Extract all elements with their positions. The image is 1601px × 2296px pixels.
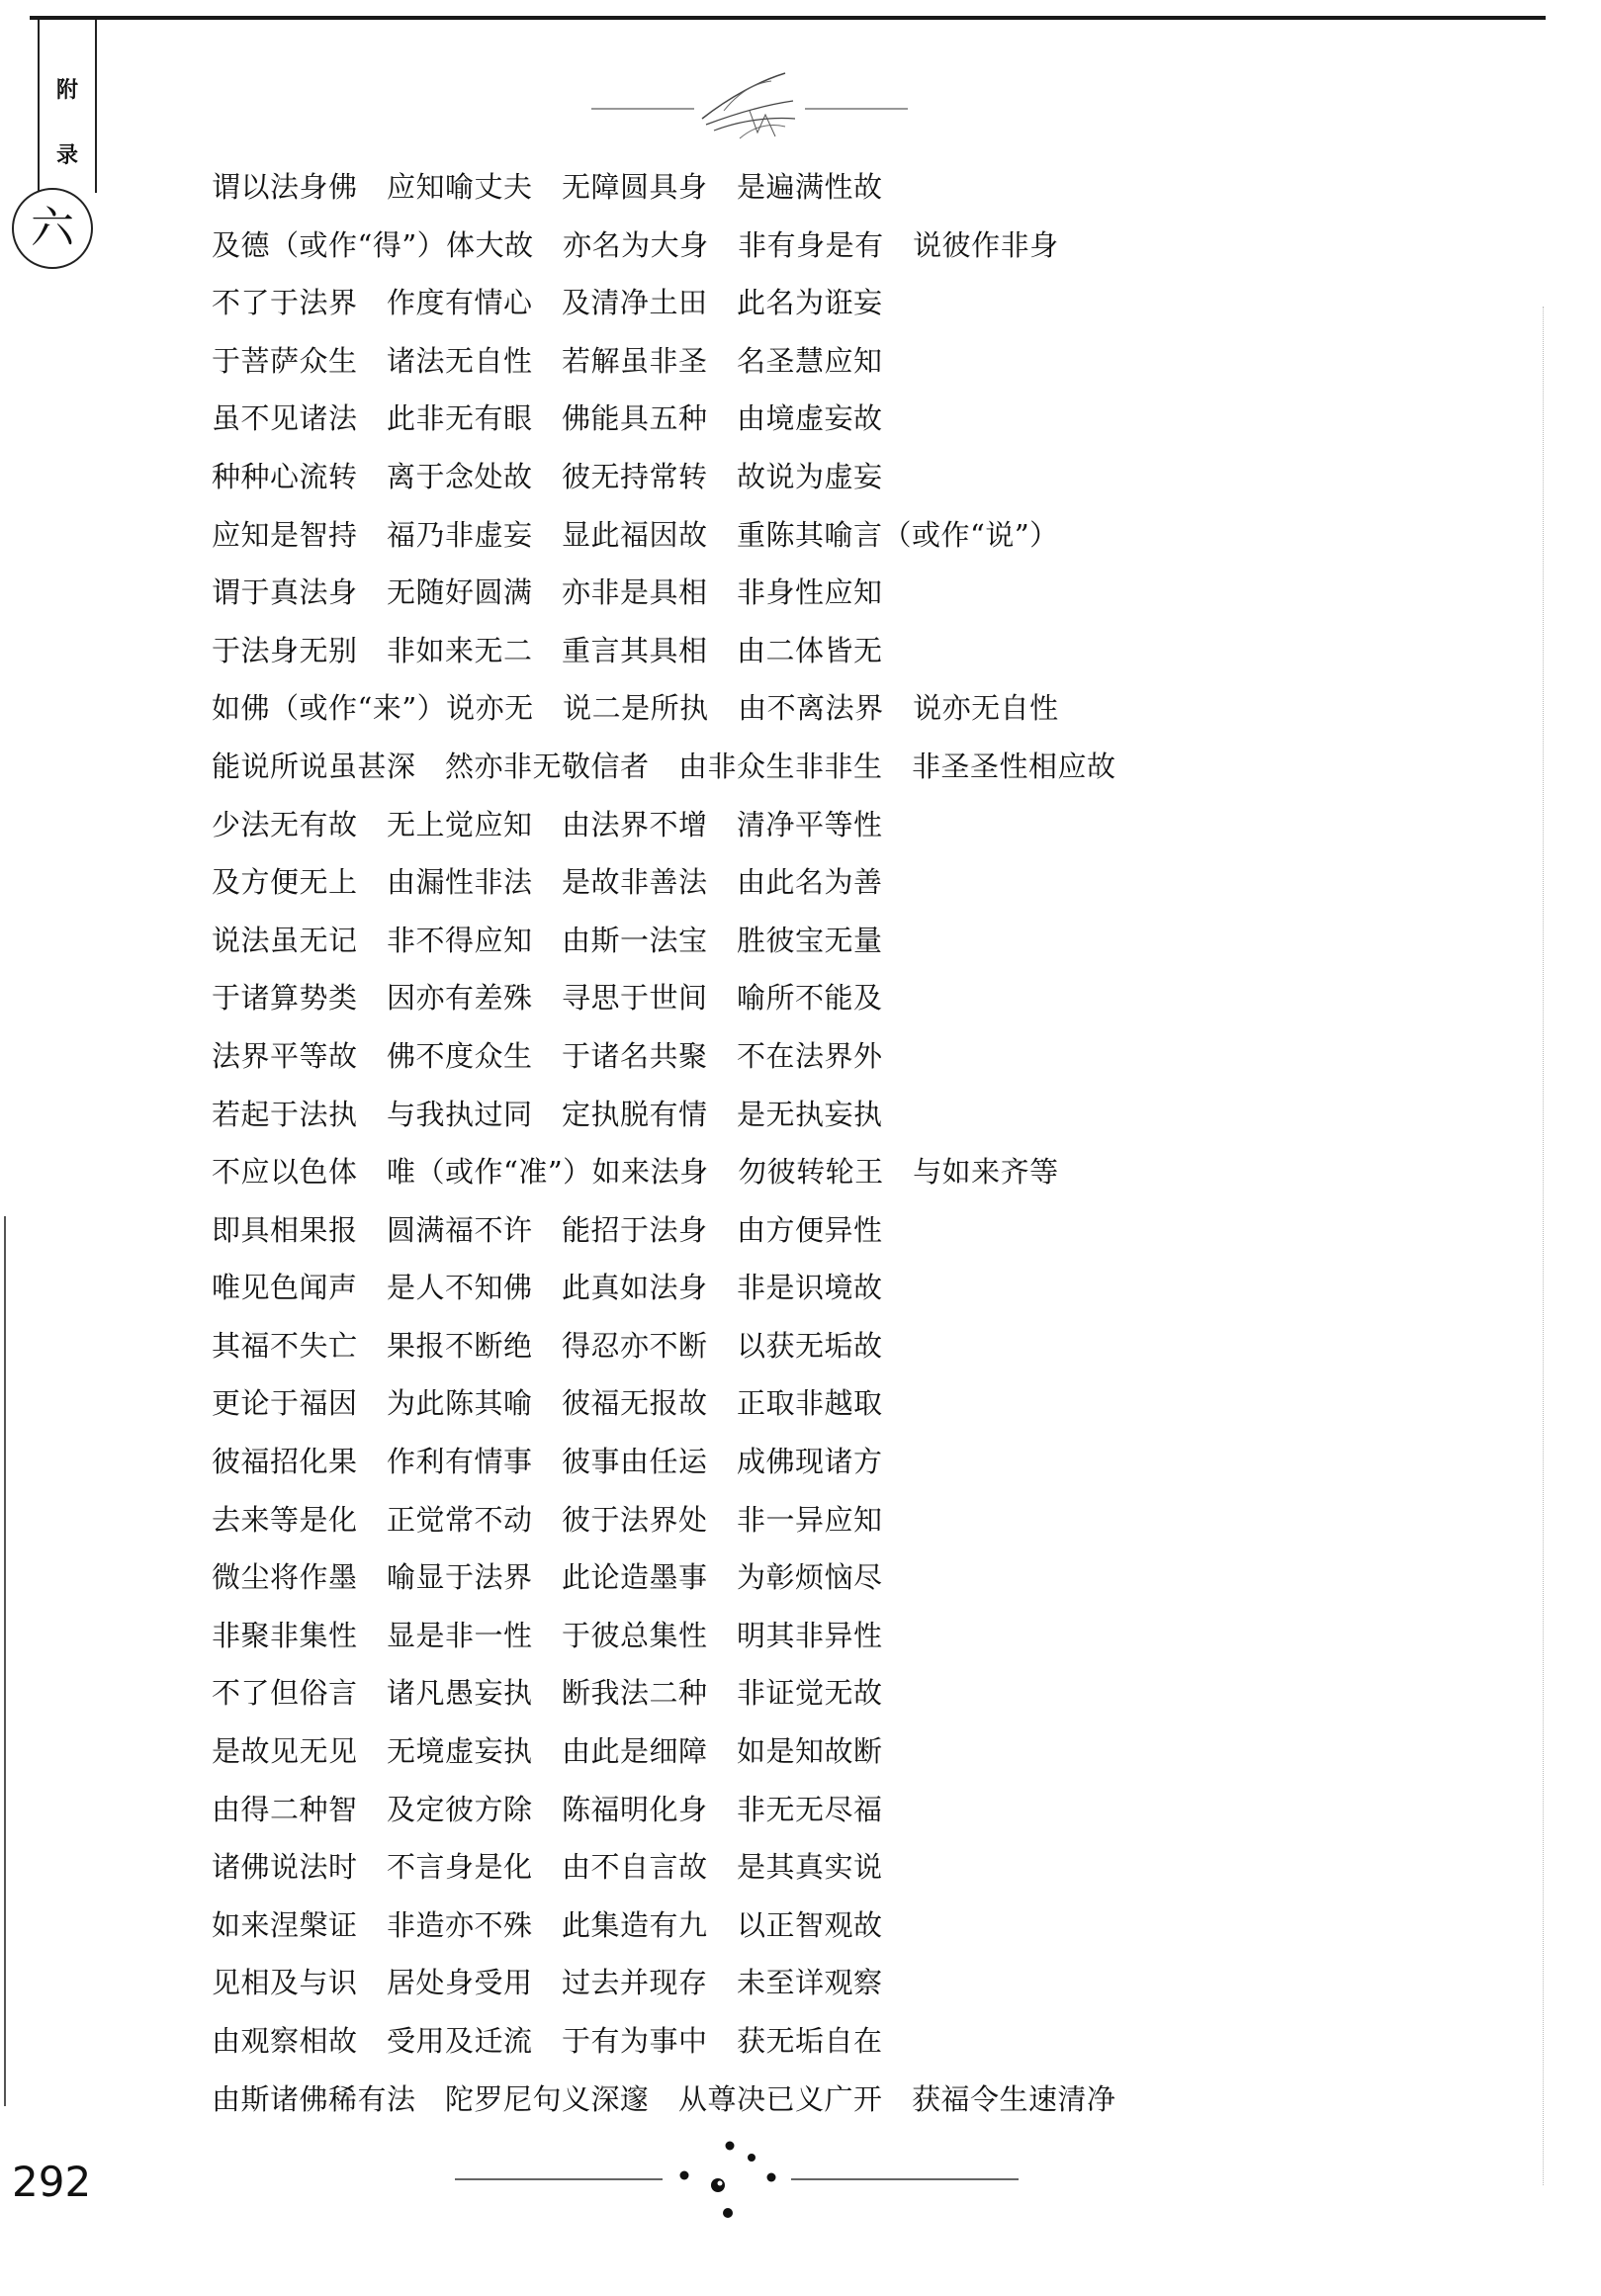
verse-list — [212, 158, 1537, 2128]
verse-line: 说法虽无记 非不得应知 由斯一法宝 胜彼宝无量 — [212, 923, 883, 957]
right-margin-dots — [1543, 307, 1545, 2185]
verse-line: 如佛（或作“来”）说亦无 说二是所执 由不离法界 说亦无自性 — [212, 691, 1059, 726]
verse-line: 种种心流转 离于念处故 彼无持常转 故说为虚妄 — [212, 459, 883, 493]
verse-line: 是故见无见 无境虚妄执 由此是细障 如是知故断 — [212, 1734, 883, 1769]
verse-line: 由斯诸佛稀有法 陀罗尼句义深邃 从尊决已义广开 获福令生速清净 — [212, 2081, 1116, 2116]
verse-line: 于诸算势类 因亦有差殊 寻思于世间 喻所不能及 — [212, 981, 883, 1016]
left-margin-line — [4, 1216, 6, 2106]
verse-line: 及德（或作“得”）体大故 亦名为大身 非有身是有 说彼作非身 — [212, 227, 1059, 262]
verse-line: 如来涅槃证 非造亦不殊 此集造有九 以正智观故 — [212, 1907, 883, 1942]
verse-line: 更论于福因 为此陈其喻 彼福无报故 正取非越取 — [212, 1386, 883, 1421]
verse-line: 不了于法界 作度有情心 及清净土田 此名为诳妄 — [212, 286, 883, 320]
verse-line: 若起于法执 与我执过同 定执脱有情 是无执妄执 — [212, 1097, 883, 1131]
verse-line: 少法无有故 无上觉应知 由法界不增 清净平等性 — [212, 807, 883, 841]
verse-line: 虽不见诸法 此非无有眼 佛能具五种 由境虚妄故 — [212, 401, 883, 436]
verse-line: 不了但俗言 诸凡愚妄执 断我法二种 非证觉无故 — [212, 1676, 883, 1711]
side-tab-label-top: 附 — [55, 78, 78, 103]
verse-line: 去来等是化 正觉常不动 彼于法界处 非一异应知 — [212, 1502, 883, 1537]
verse-line: 谓以法身佛 应知喻丈夫 无障圆具身 是遍满性故 — [212, 170, 883, 204]
top-rule — [30, 16, 1546, 20]
verse-line: 见相及与识 居处身受用 过去并现存 未至详观察 — [212, 1966, 883, 2000]
verse-line: 法界平等故 佛不度众生 于诸名共聚 不在法界外 — [212, 1038, 883, 1073]
appendix-side-tab — [38, 20, 97, 193]
verse-line: 其福不失亡 果报不断绝 得忍亦不断 以获无垢故 — [212, 1328, 883, 1363]
verse-line: 不应以色体 唯（或作“准”）如来法身 勿彼转轮王 与如来齐等 — [212, 1155, 1059, 1190]
verse-line: 唯见色闻声 是人不知佛 此真如法身 非是识境故 — [212, 1271, 883, 1305]
verse-line: 谓于真法身 无随好圆满 亦非是具相 非身性应知 — [212, 575, 883, 610]
top-ornament-icon — [591, 61, 908, 160]
verse-line: 于法身无别 非如来无二 重言其具相 由二体皆无 — [212, 633, 883, 667]
page-number: 292 — [12, 2158, 92, 2206]
verse-line: 非聚非集性 显是非一性 于彼总集性 明其非异性 — [212, 1618, 883, 1652]
verse-line: 即具相果报 圆满福不许 能招于法身 由方便异性 — [212, 1212, 883, 1247]
verse-line: 彼福招化果 作利有情事 彼事由任运 成佛现诸方 — [212, 1445, 883, 1479]
verse-line: 于菩萨众生 诸法无自性 若解虽非圣 名圣慧应知 — [212, 343, 883, 378]
side-tab-label-bottom: 录 — [55, 143, 78, 168]
bottom-ornament-icon — [455, 2136, 1019, 2225]
verse-line: 由得二种智 及定彼方除 陈福明化身 非无无尽福 — [212, 1792, 883, 1826]
chapter-number-badge: 六 — [12, 188, 93, 269]
verse-line: 诸佛说法时 不言身是化 由不自言故 是其真实说 — [212, 1850, 883, 1885]
verse-line: 能说所说虽甚深 然亦非无敬信者 由非众生非非生 非圣圣性相应故 — [212, 749, 1116, 783]
verse-line: 微尘将作墨 喻显于法界 此论造墨事 为彰烦恼尽 — [212, 1560, 883, 1595]
verse-line: 应知是智持 福乃非虚妄 显此福因故 重陈其喻言（或作“说”） — [212, 517, 1059, 552]
verse-line: 及方便无上 由漏性非法 是故非善法 由此名为善 — [212, 865, 883, 900]
verse-line: 由观察相故 受用及迁流 于有为事中 获无垢自在 — [212, 2024, 883, 2058]
